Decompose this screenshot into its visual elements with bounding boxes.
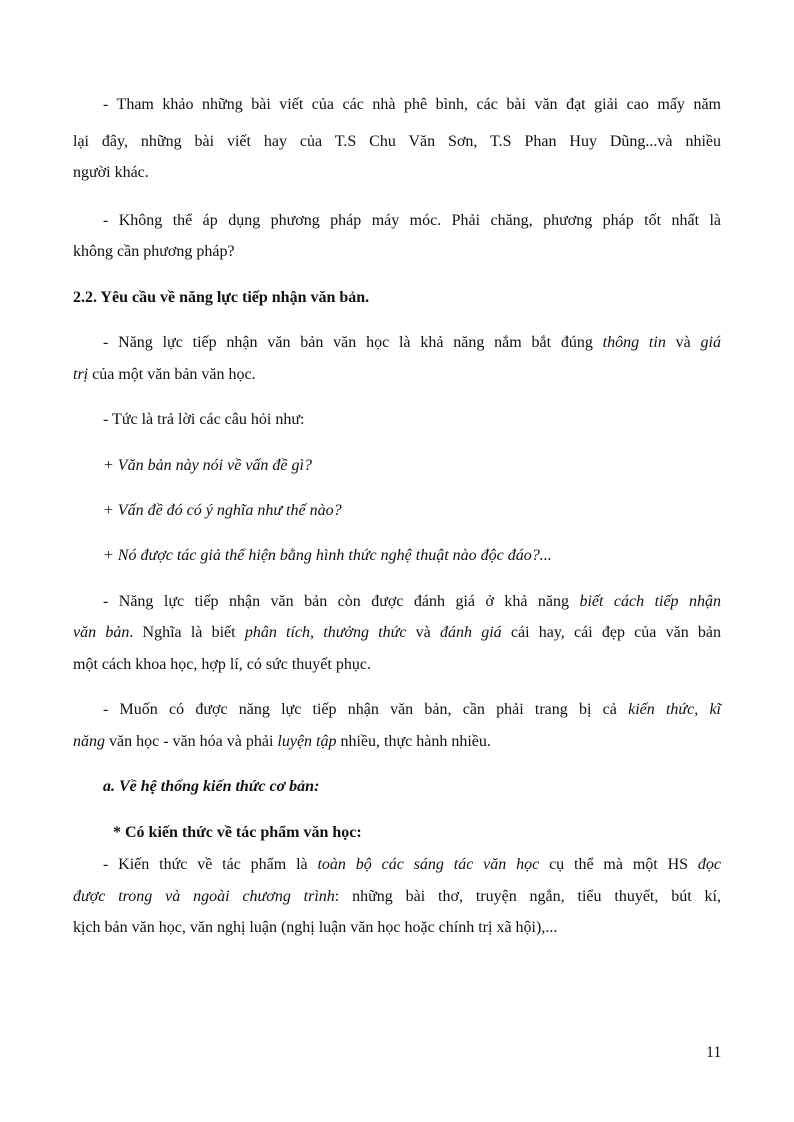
- emphasis: thông tin: [602, 334, 666, 351]
- text: . Nghĩa là biết: [129, 624, 245, 641]
- emphasis: giá: [700, 334, 721, 351]
- section-number: 2.2: [73, 289, 93, 306]
- emphasis: đọc: [697, 856, 721, 873]
- paragraph-works-line-3: [73, 918, 557, 938]
- emphasis: kiến thức, kĩ: [628, 701, 722, 718]
- emphasis: được trong và ngoài chương trình: [73, 888, 335, 905]
- question-1: [103, 456, 312, 476]
- subheading-text: * Có kiến thức về tác phẩm văn học:: [113, 824, 362, 841]
- text: và: [665, 334, 701, 351]
- emphasis: đánh giá: [439, 624, 502, 641]
- text: cái hay, cái đẹp của văn bản: [501, 624, 722, 641]
- paragraph-references-line-2: [73, 132, 721, 152]
- text: - Không thể áp dụng phương pháp máy móc. Phải chăng, phương pháp tốt nhất là: [103, 212, 721, 229]
- paragraph-method-line-1: [103, 211, 721, 231]
- text: - Tham khảo những bài viết của các nhà phê bình, các bài văn đạt giải cao mấy năm: [103, 96, 721, 113]
- text: : những bài thơ, truyện ngắn, tiểu thuyết, bút kí,: [334, 888, 721, 905]
- emphasis: toàn bộ các sáng tác văn học: [317, 856, 540, 873]
- paragraph-references-line-1: [103, 95, 721, 115]
- text: - Năng lực tiếp nhận văn bản còn được đánh giá ở khả năng: [103, 593, 580, 610]
- text: văn học - văn hóa và phải: [105, 733, 278, 750]
- paragraph-ability-line-1: [103, 333, 721, 353]
- question-3: [103, 546, 552, 566]
- question-text: + Vấn đề đó có ý nghĩa như thế nào?: [103, 502, 342, 519]
- paragraph-ability-line-2: [73, 365, 256, 385]
- section-title: . Yêu cầu về năng lực tiếp nhận văn bản.: [93, 289, 370, 306]
- emphasis: năng: [73, 733, 105, 750]
- subheading-star: [113, 823, 362, 843]
- text: cụ thể mà một HS: [539, 856, 698, 873]
- page-number: 11: [706, 1044, 722, 1061]
- text: lại đây, những bài viết hay của T.S Chu Văn Sơn, T.S Phan Huy Dũng...và nhiều: [73, 133, 721, 150]
- emphasis: văn bản: [73, 624, 130, 641]
- emphasis: phân tích, thưởng thức: [244, 624, 407, 641]
- emphasis: luyện tập: [277, 733, 337, 750]
- text: của một văn bản văn học.: [88, 366, 256, 383]
- emphasis: biết cách tiếp nhận: [579, 593, 722, 610]
- text: không cần phương pháp?: [73, 243, 235, 260]
- text: kịch bản văn học, văn nghị luận (nghị luận văn học hoặc chính trị xã hội),...: [73, 919, 558, 936]
- subheading-text: a. Về hệ thống kiến thức cơ bản:: [103, 778, 320, 795]
- paragraph-references-line-3: [73, 163, 149, 183]
- paragraph-evaluation-line-3: [73, 655, 371, 675]
- text: và: [406, 624, 440, 641]
- text: nhiều, thực hành nhiều.: [336, 733, 491, 750]
- text: một cách khoa học, hợp lí, có sức thuyết phục.: [73, 656, 371, 673]
- paragraph-skills-line-1: [103, 700, 721, 720]
- paragraph-evaluation-line-1: [103, 592, 721, 612]
- text: - Muốn có được năng lực tiếp nhận văn bản, cần phải trang bị cả: [103, 701, 629, 718]
- question-2: [103, 501, 342, 521]
- text: - Tức là trả lời các câu hỏi như:: [103, 411, 305, 428]
- paragraph-evaluation-line-2: [73, 623, 721, 643]
- paragraph-works-line-2: [73, 887, 721, 907]
- paragraph-questions-intro: [103, 410, 304, 430]
- question-text: + Nó được tác giả thể hiện bằng hình thức nghệ thuật nào độc đáo?...: [103, 547, 552, 564]
- paragraph-skills-line-2: [73, 732, 491, 752]
- section-heading-2-2: [73, 288, 369, 308]
- question-text: + Văn bản này nói về vấn đề gì?: [103, 457, 312, 474]
- text: - Năng lực tiếp nhận văn bản văn học là khả năng nắm bắt đúng: [103, 334, 603, 351]
- subheading-a: [103, 777, 319, 797]
- text: - Kiến thức về tác phẩm là: [103, 856, 318, 873]
- paragraph-works-line-1: [103, 855, 721, 875]
- text: người khác.: [73, 164, 149, 181]
- emphasis: trị: [73, 366, 89, 383]
- paragraph-method-line-2: [73, 242, 235, 262]
